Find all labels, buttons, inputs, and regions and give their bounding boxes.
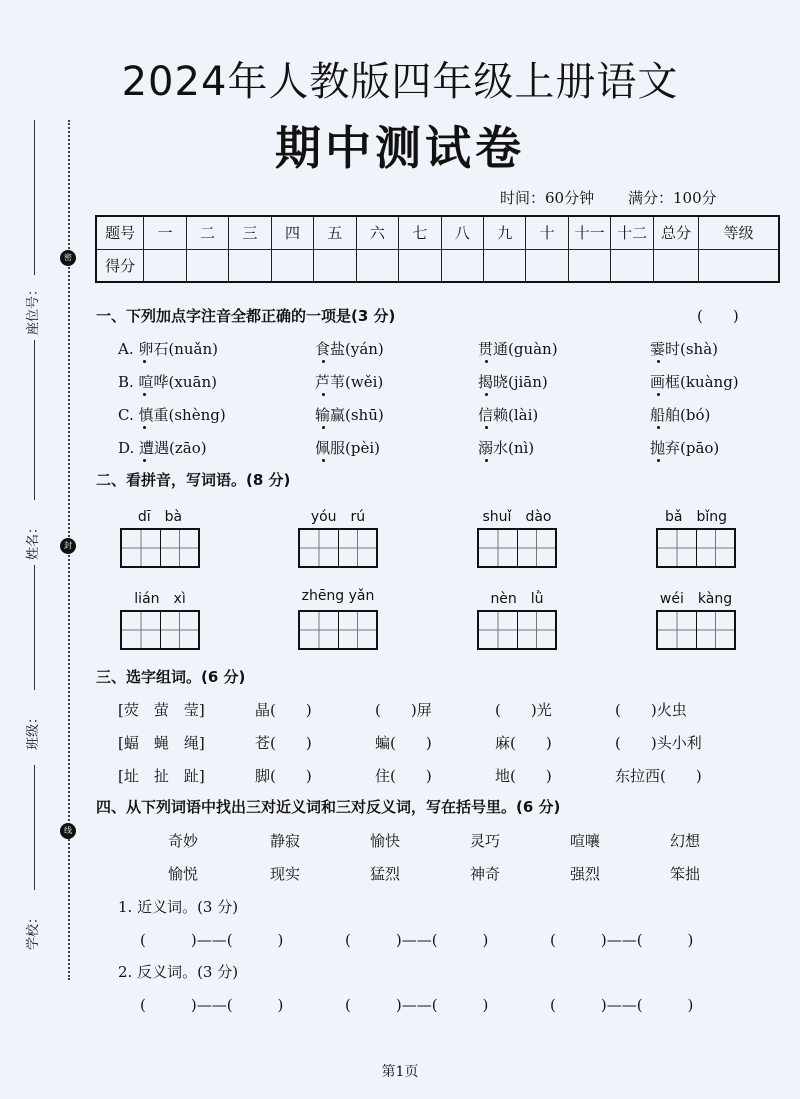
grid-cell[interactable] bbox=[697, 612, 735, 648]
grid-cell[interactable] bbox=[479, 530, 518, 566]
grid-cell[interactable] bbox=[518, 530, 556, 566]
grid-cell[interactable] bbox=[300, 612, 339, 648]
fill-blank-item[interactable]: ( )火虫 bbox=[615, 701, 687, 719]
pinyin-label: wéi kàng bbox=[659, 591, 733, 607]
emphasis-dot bbox=[322, 426, 325, 429]
page-number: 第1页 bbox=[381, 1064, 419, 1080]
grid-cell[interactable] bbox=[122, 530, 161, 566]
tianzige-writing-grid[interactable] bbox=[298, 610, 378, 650]
word-option: 愉快 bbox=[370, 832, 401, 850]
fill-blank-item[interactable]: 麻( ) bbox=[495, 734, 552, 752]
fill-blank-item[interactable]: 苍( ) bbox=[255, 734, 312, 752]
seal-mark-0: 密 bbox=[60, 250, 76, 266]
option-item: 食盐(yán) bbox=[315, 340, 384, 358]
binding-blank-school[interactable] bbox=[34, 765, 35, 890]
grid-cell[interactable] bbox=[658, 612, 697, 648]
emphasis-dot bbox=[485, 360, 488, 363]
word-option: 喧嚷 bbox=[570, 832, 601, 850]
word-option: 现实 bbox=[270, 865, 301, 883]
pinyin-label: yóu rú bbox=[310, 509, 366, 525]
seal-mark-2: 线 bbox=[60, 823, 76, 839]
word-option: 静寂 bbox=[270, 832, 301, 850]
emphasis-dot bbox=[657, 426, 660, 429]
option-item: 信赖(lài) bbox=[478, 406, 539, 424]
emphasis-dot bbox=[485, 426, 488, 429]
score-cell[interactable] bbox=[186, 249, 228, 282]
score-cell[interactable] bbox=[271, 249, 313, 282]
exam-subtitle: 期中测试卷 bbox=[275, 121, 525, 175]
binding-label-name: 姓名： bbox=[26, 520, 41, 560]
tianzige-writing-grid[interactable] bbox=[120, 610, 200, 650]
grid-cell[interactable] bbox=[518, 612, 556, 648]
section4-title: 四、从下列词语中找出三对近义词和三对反义词，写在括号里。(6 分) bbox=[96, 798, 561, 816]
score-cell[interactable] bbox=[144, 249, 186, 282]
pinyin-label: dī bà bbox=[137, 509, 183, 525]
emphasis-dot bbox=[485, 459, 488, 462]
grid-cell[interactable] bbox=[122, 612, 161, 648]
emphasis-dot bbox=[322, 393, 325, 396]
emphasis-dot bbox=[143, 360, 146, 363]
character-choices: [址 扯 趾] bbox=[118, 767, 205, 785]
word-option: 猛烈 bbox=[370, 865, 401, 883]
grid-cell[interactable] bbox=[658, 530, 697, 566]
grid-cell[interactable] bbox=[161, 530, 199, 566]
grid-cell[interactable] bbox=[479, 612, 518, 648]
score-cell[interactable] bbox=[611, 249, 653, 282]
option-item: 画框(kuàng) bbox=[650, 373, 739, 391]
pinyin-label: zhēng yǎn bbox=[301, 588, 375, 604]
option-item: 输赢(shū) bbox=[315, 406, 384, 424]
answer-pair-blank[interactable]: ( )——( ) bbox=[140, 931, 284, 949]
table-header-cell: 十 bbox=[526, 216, 568, 249]
table-header-cell: 九 bbox=[483, 216, 525, 249]
tianzige-writing-grid[interactable] bbox=[120, 528, 200, 568]
table-header-cell: 总分 bbox=[653, 216, 698, 249]
exam-time: 时间：60分钟 bbox=[500, 189, 595, 207]
score-cell[interactable] bbox=[483, 249, 525, 282]
grid-cell[interactable] bbox=[161, 612, 199, 648]
fill-blank-item[interactable]: 东拉西( ) bbox=[615, 767, 702, 785]
table-header-cell: 十二 bbox=[611, 216, 653, 249]
fill-blank-item[interactable]: ( )光 bbox=[495, 701, 552, 719]
tianzige-writing-grid[interactable] bbox=[656, 610, 736, 650]
table-header-cell: 三 bbox=[229, 216, 271, 249]
fill-blank-item[interactable]: 蝙( ) bbox=[375, 734, 432, 752]
score-table bbox=[95, 215, 780, 283]
table-header-cell: 题号 bbox=[96, 216, 144, 249]
option-item: 揭晓(jiān) bbox=[478, 373, 548, 391]
answer-pair-blank[interactable]: ( )——( ) bbox=[345, 931, 489, 949]
fill-blank-item[interactable]: 地( ) bbox=[495, 767, 552, 785]
score-cell[interactable] bbox=[356, 249, 398, 282]
fill-blank-item[interactable]: 晶( ) bbox=[255, 701, 312, 719]
answer-pair-blank[interactable]: ( )——( ) bbox=[140, 996, 284, 1014]
emphasis-dot bbox=[322, 459, 325, 462]
score-cell[interactable] bbox=[229, 249, 271, 282]
section2-title: 二、看拼音，写词语。(8 分) bbox=[96, 471, 291, 489]
option-item: 芦苇(wěi) bbox=[315, 373, 384, 391]
character-choices: [蝠 蝇 绳] bbox=[118, 734, 205, 752]
pinyin-label: nèn lǜ bbox=[490, 591, 544, 607]
seal-mark-1: 封 bbox=[60, 538, 76, 554]
emphasis-dot bbox=[143, 393, 146, 396]
table-header-cell: 二 bbox=[186, 216, 228, 249]
grid-cell[interactable] bbox=[339, 530, 377, 566]
table-header-cell: 一 bbox=[144, 216, 186, 249]
word-option: 神奇 bbox=[470, 865, 501, 883]
character-choices: [荧 萤 莹] bbox=[118, 701, 205, 719]
option-item: 贯通(guàn) bbox=[478, 340, 558, 358]
grid-cell[interactable] bbox=[697, 530, 735, 566]
table-header-cell: 六 bbox=[356, 216, 398, 249]
pinyin-label: bǎ bǐng bbox=[664, 509, 727, 525]
synonym-label: 1. 近义词。(3 分) bbox=[118, 898, 239, 916]
binding-label-seat: 座位号： bbox=[26, 282, 41, 335]
fill-blank-item[interactable]: ( )屏 bbox=[375, 701, 432, 719]
full-score: 满分：100分 bbox=[628, 189, 717, 207]
score-cell[interactable] bbox=[441, 249, 483, 282]
table-header-cell: 等级 bbox=[699, 216, 779, 249]
score-cell[interactable] bbox=[699, 249, 779, 282]
tianzige-writing-grid[interactable] bbox=[477, 528, 557, 568]
table-header-cell: 五 bbox=[314, 216, 356, 249]
word-option: 强烈 bbox=[570, 865, 601, 883]
emphasis-dot bbox=[143, 459, 146, 462]
pinyin-label: lián xì bbox=[134, 591, 186, 607]
emphasis-dot bbox=[485, 393, 488, 396]
fill-blank-item[interactable]: ( )头小利 bbox=[615, 734, 702, 752]
score-cell[interactable] bbox=[399, 249, 441, 282]
fill-blank-item[interactable]: 脚( ) bbox=[255, 767, 312, 785]
option-item: B. 喧哗(xuān) bbox=[118, 373, 217, 391]
section1-answer-blank[interactable]: ( ) bbox=[697, 307, 739, 325]
option-item: 溺水(nì) bbox=[478, 439, 535, 457]
option-item: D. 遭遇(zāo) bbox=[118, 439, 207, 457]
score-cell[interactable] bbox=[314, 249, 356, 282]
word-option: 幻想 bbox=[670, 832, 701, 850]
table-header-cell: 七 bbox=[399, 216, 441, 249]
option-item: 抛弃(pāo) bbox=[650, 439, 720, 457]
word-option: 灵巧 bbox=[470, 832, 501, 850]
score-row-label: 得分 bbox=[96, 249, 144, 282]
option-item: 佩服(pèi) bbox=[315, 439, 380, 457]
fill-blank-item[interactable]: 住( ) bbox=[375, 767, 432, 785]
answer-pair-blank[interactable]: ( )——( ) bbox=[345, 996, 489, 1014]
emphasis-dot bbox=[657, 459, 660, 462]
word-option: 笨拙 bbox=[670, 865, 701, 883]
binding-blank-name[interactable] bbox=[34, 340, 35, 500]
exam-title: 2024年人教版四年级上册语文 bbox=[121, 59, 679, 105]
tianzige-writing-grid[interactable] bbox=[298, 528, 378, 568]
binding-label-class: 班级： bbox=[26, 710, 41, 750]
score-cell[interactable] bbox=[568, 249, 610, 282]
emphasis-dot bbox=[143, 426, 146, 429]
section3-title: 三、选字组词。(6 分) bbox=[96, 668, 246, 686]
emphasis-dot bbox=[657, 393, 660, 396]
binding-label-school: 学校： bbox=[26, 910, 41, 950]
binding-blank-class[interactable] bbox=[34, 565, 35, 690]
table-header-cell: 十一 bbox=[568, 216, 610, 249]
grid-cell[interactable] bbox=[339, 612, 377, 648]
antonym-label: 2. 反义词。(3 分) bbox=[118, 963, 239, 981]
section1-title: 一、下列加点字注音全都正确的一项是(3 分) bbox=[96, 307, 396, 325]
table-header-cell: 四 bbox=[271, 216, 313, 249]
pinyin-label: shuǐ dào bbox=[482, 509, 552, 525]
table-header-cell: 八 bbox=[441, 216, 483, 249]
option-item: 霎时(shà) bbox=[650, 340, 719, 358]
answer-pair-blank[interactable]: ( )——( ) bbox=[550, 931, 694, 949]
emphasis-dot bbox=[657, 360, 660, 363]
score-cell[interactable] bbox=[653, 249, 698, 282]
option-item: C. 慎重(shèng) bbox=[118, 406, 226, 424]
word-option: 奇妙 bbox=[168, 832, 199, 850]
score-cell[interactable] bbox=[526, 249, 568, 282]
tianzige-writing-grid[interactable] bbox=[656, 528, 736, 568]
option-item: 船舶(bó) bbox=[650, 406, 711, 424]
word-option: 愉悦 bbox=[168, 865, 199, 883]
grid-cell[interactable] bbox=[300, 530, 339, 566]
emphasis-dot bbox=[322, 360, 325, 363]
answer-pair-blank[interactable]: ( )——( ) bbox=[550, 996, 694, 1014]
tianzige-writing-grid[interactable] bbox=[477, 610, 557, 650]
option-item: A. 卵石(nuǎn) bbox=[118, 340, 218, 358]
